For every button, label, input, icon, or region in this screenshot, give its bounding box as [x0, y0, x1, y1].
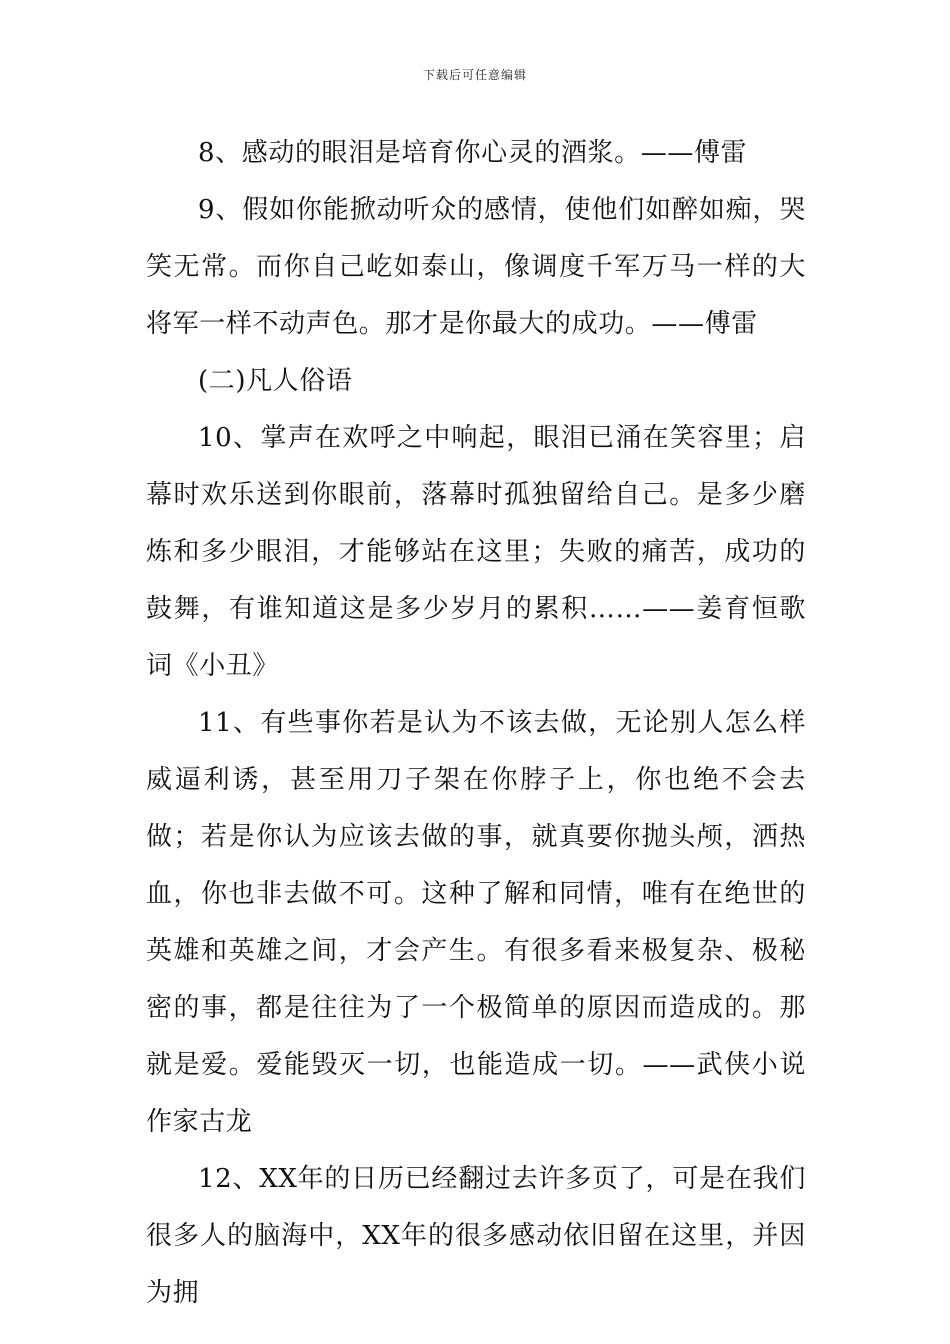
quote-paragraph-8: 8、感动的眼泪是培育你心灵的酒浆。——傅雷: [198, 138, 748, 168]
quote-paragraph-12: 12、XX年的日历已经翻过去许多页了，可是在我们很多人的脑海中，XX年的很多感动依旧留在这里，并因为拥: [146, 1164, 806, 1308]
document-body: [146, 125, 806, 1322]
quote-paragraph-10: 10、掌声在欢呼之中响起，眼泪已涌在笑容里；启幕时欢乐送到你眼前，落幕时孤独留给自己。是多少磨炼和多少眼泪，才能够站在这里；失败的痛苦，成功的鼓舞，有谁知道这是多少岁月的累积……——姜育恒歌词《小丑》: [146, 423, 806, 681]
quote-paragraph-9: 9、假如你能掀动听众的感情，使他们如醉如痴，哭笑无常。而你自己屹如泰山，像调度千军万马一样的大将军一样不动声色。那才是你最大的成功。——傅雷: [146, 195, 806, 339]
page-header-note: 下载后可任意编辑: [422, 68, 527, 82]
quote-paragraph-11: 11、有些事你若是认为不该去做，无论别人怎么样威逼利诱，甚至用刀子架在你脖子上，你也绝不会去做；若是你认为应该去做的事，就真要你抛头颅，洒热血，你也非去做不可。这种了解和同情，唯有在绝世的英雄和英雄之间，才会产生。有很多看来极复杂、极秘密的事，都是往往为了一个极简单的原因而造成的。那就是爱。爱能毁灭一切，也能造成一切。——武侠小说作家古龙: [146, 708, 806, 1137]
section-heading-common-sayings: (二)凡人俗语: [198, 366, 353, 396]
